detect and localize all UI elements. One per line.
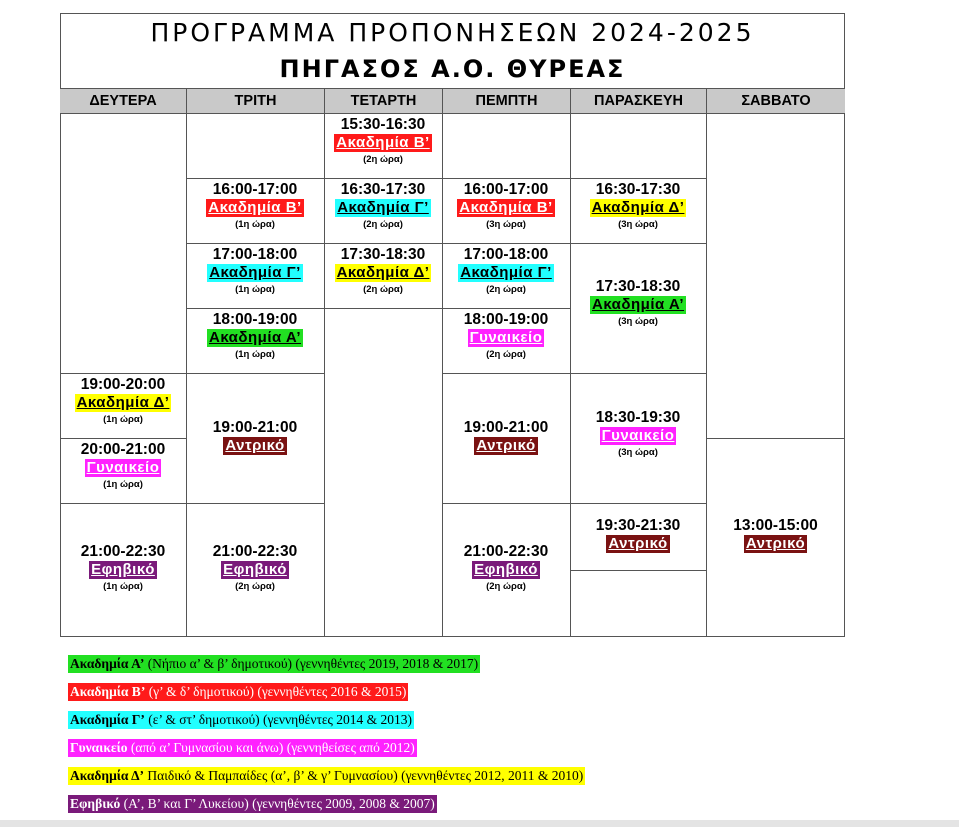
session-time: 18:30-19:30 bbox=[595, 409, 681, 426]
session-time: 15:30-16:30 bbox=[340, 116, 426, 133]
legend-item-women bbox=[68, 739, 417, 757]
session-tue-5 bbox=[186, 542, 324, 594]
session-time: 19:30-21:30 bbox=[595, 517, 681, 534]
col-divider bbox=[706, 113, 707, 637]
session-tue-2 bbox=[186, 245, 324, 297]
row-divider bbox=[324, 308, 442, 309]
session-time: 16:00-17:00 bbox=[463, 181, 549, 198]
session-time: 17:00-18:00 bbox=[463, 246, 549, 263]
session-mon-3 bbox=[60, 542, 186, 594]
session-note: (3η ώρα) bbox=[486, 219, 526, 230]
session-time: 17:00-18:00 bbox=[212, 246, 298, 263]
row-divider bbox=[60, 503, 186, 504]
session-time: 21:00-22:30 bbox=[463, 543, 549, 560]
session-time: 16:30-17:30 bbox=[595, 181, 681, 198]
session-group: Ακαδημία Α’ bbox=[591, 296, 685, 313]
session-group: Ακαδημία Α’ bbox=[208, 329, 302, 346]
session-thu-2 bbox=[442, 245, 570, 297]
session-fri-4 bbox=[570, 516, 706, 553]
session-group: Ακαδημία Γ’ bbox=[460, 264, 552, 281]
session-time: 20:00-21:00 bbox=[80, 441, 166, 458]
row-divider bbox=[324, 178, 442, 179]
row-divider bbox=[570, 570, 706, 571]
session-note: (2η ώρα) bbox=[363, 284, 403, 295]
day-header-saturday: ΣΑΒΒΑΤΟ bbox=[706, 89, 845, 113]
session-note: (1η ώρα) bbox=[235, 284, 275, 295]
legend-text: (ε’ & στ’ δημοτικού) (γεννηθέντες 2014 & 2013) bbox=[144, 712, 413, 727]
session-time: 21:00-22:30 bbox=[80, 543, 166, 560]
legend-name: Εφηβικό bbox=[70, 796, 121, 811]
legend-item-academy-a bbox=[68, 655, 480, 673]
session-group: Ακαδημία Δ’ bbox=[336, 264, 430, 281]
row-divider bbox=[442, 243, 570, 244]
row-divider bbox=[442, 308, 570, 309]
legend-name: Ακαδημία Α’ bbox=[70, 656, 145, 671]
club-name: ΠΗΓΑΣΟΣ Α.Ο. ΘΥΡΕΑΣ bbox=[279, 55, 626, 83]
session-group: Ακαδημία Γ’ bbox=[337, 199, 429, 216]
session-fri-3 bbox=[570, 408, 706, 460]
session-note: (1η ώρα) bbox=[235, 219, 275, 230]
session-time: 19:00-21:00 bbox=[463, 419, 549, 436]
row-divider bbox=[442, 503, 570, 504]
legend-text: (από α’ Γυμνασίου και άνω) (γεννηθείσες από 2012) bbox=[127, 740, 415, 755]
session-group: Εφηβικό bbox=[223, 561, 287, 578]
row-divider bbox=[706, 438, 845, 439]
session-group: Ακαδημία Γ’ bbox=[209, 264, 301, 281]
session-group: Εφηβικό bbox=[474, 561, 538, 578]
session-group: Γυναικείο bbox=[469, 329, 543, 346]
session-group: Αντρικό bbox=[225, 437, 285, 454]
legend-name: Ακαδημία Β’ bbox=[70, 684, 146, 699]
row-divider bbox=[570, 503, 706, 504]
session-note: (2η ώρα) bbox=[486, 581, 526, 592]
session-mon-2 bbox=[60, 440, 186, 492]
day-header-friday: ΠΑΡΑΣΚΕΥΗ bbox=[570, 89, 706, 113]
session-note: (2η ώρα) bbox=[486, 349, 526, 360]
session-note: (3η ώρα) bbox=[618, 219, 658, 230]
session-thu-1 bbox=[442, 180, 570, 232]
session-sat-1 bbox=[706, 516, 845, 553]
session-time: 19:00-21:00 bbox=[212, 419, 298, 436]
session-note: (1η ώρα) bbox=[103, 581, 143, 592]
row-divider bbox=[570, 178, 706, 179]
session-group: Γυναικείο bbox=[86, 459, 160, 476]
row-divider bbox=[570, 243, 706, 244]
session-wed-3 bbox=[324, 245, 442, 297]
row-divider bbox=[186, 308, 324, 309]
session-wed-2 bbox=[324, 180, 442, 232]
session-note: (1η ώρα) bbox=[103, 414, 143, 425]
session-wed-1 bbox=[324, 115, 442, 167]
session-time: 18:00-19:00 bbox=[212, 311, 298, 328]
legend-text: (Νήπιο α’ & β’ δημοτικού) (γεννηθέντες 2019, 2018 & 2017) bbox=[144, 656, 479, 671]
row-divider bbox=[442, 178, 570, 179]
row-divider bbox=[324, 243, 442, 244]
legend-name: Ακαδημία Γ’ bbox=[70, 712, 145, 727]
row-divider bbox=[60, 373, 186, 374]
day-header-wednesday: ΤΕΤΑΡΤΗ bbox=[324, 89, 442, 113]
page-bottom-bar bbox=[0, 820, 959, 827]
session-time: 16:30-17:30 bbox=[340, 181, 426, 198]
session-fri-1 bbox=[570, 180, 706, 232]
session-tue-4 bbox=[186, 418, 324, 455]
session-group: Εφηβικό bbox=[91, 561, 155, 578]
session-group: Ακαδημία Δ’ bbox=[76, 394, 170, 411]
session-group: Αντρικό bbox=[745, 535, 806, 552]
row-divider bbox=[570, 373, 706, 374]
session-group: Ακαδημία Β’ bbox=[336, 134, 430, 151]
session-note: (3η ώρα) bbox=[618, 316, 658, 327]
session-note: (2η ώρα) bbox=[363, 154, 403, 165]
legend-text: Παιδικό & Παμπαίδες (α’, β’ & γ’ Γυμνασίου) (γεννηθέντες 2012, 2011 & 2010) bbox=[144, 768, 584, 783]
legend-text: (γ’ & δ’ δημοτικού) (γεννηθέντες 2016 & 2015) bbox=[145, 684, 407, 699]
row-divider bbox=[186, 373, 324, 374]
row-divider bbox=[186, 243, 324, 244]
legend-name: Ακαδημία Δ’ bbox=[70, 768, 145, 783]
session-time: 13:00-15:00 bbox=[733, 517, 818, 534]
session-note: (2η ώρα) bbox=[363, 219, 403, 230]
session-tue-1 bbox=[186, 180, 324, 232]
session-time: 18:00-19:00 bbox=[463, 311, 549, 328]
session-time: 21:00-22:30 bbox=[212, 543, 298, 560]
session-fri-2 bbox=[570, 277, 706, 329]
session-thu-3 bbox=[442, 310, 570, 362]
session-time: 17:30-18:30 bbox=[595, 278, 681, 295]
session-group: Ακαδημία Β’ bbox=[208, 199, 302, 216]
session-tue-3 bbox=[186, 310, 324, 362]
session-time: 17:30-18:30 bbox=[340, 246, 426, 263]
row-divider bbox=[186, 503, 324, 504]
row-divider bbox=[442, 373, 570, 374]
day-header-thursday: ΠΕΜΠΤΗ bbox=[442, 89, 570, 113]
row-divider bbox=[60, 438, 186, 439]
session-thu-5 bbox=[442, 542, 570, 594]
session-group: Αντρικό bbox=[608, 535, 668, 552]
session-group: Ακαδημία Δ’ bbox=[591, 199, 685, 216]
session-time: 16:00-17:00 bbox=[212, 181, 298, 198]
legend-item-academy-b bbox=[68, 683, 408, 701]
day-header-tuesday: ΤΡΙΤΗ bbox=[186, 89, 324, 113]
session-note: (3η ώρα) bbox=[618, 447, 658, 458]
session-note: (1η ώρα) bbox=[235, 349, 275, 360]
session-mon-1 bbox=[60, 375, 186, 427]
session-note: (2η ώρα) bbox=[486, 284, 526, 295]
legend-item-academy-g bbox=[68, 711, 414, 729]
legend-item-academy-d bbox=[68, 767, 585, 785]
legend-text: (Α’, Β’ και Γ’ Λυκείου) (γεννηθέντες 2009, 2008 & 2007) bbox=[120, 796, 435, 811]
session-group: Γυναικείο bbox=[601, 427, 675, 444]
header-bottom-line bbox=[60, 113, 845, 114]
legend-name: Γυναικείο bbox=[70, 740, 128, 755]
session-group: Αντρικό bbox=[476, 437, 536, 454]
session-time: 19:00-20:00 bbox=[80, 376, 166, 393]
page-title: ΠΡΟΓΡΑΜΜΑ ΠΡΟΠΟΝΗΣΕΩΝ 2024-2025 bbox=[150, 18, 755, 47]
session-note: (1η ώρα) bbox=[103, 479, 143, 490]
legend-item-youth bbox=[68, 795, 437, 813]
session-thu-4 bbox=[442, 418, 570, 455]
session-group: Ακαδημία Β’ bbox=[459, 199, 553, 216]
day-header-monday: ΔΕΥΤΕΡΑ bbox=[60, 89, 186, 113]
row-divider bbox=[186, 178, 324, 179]
session-note: (2η ώρα) bbox=[235, 581, 275, 592]
